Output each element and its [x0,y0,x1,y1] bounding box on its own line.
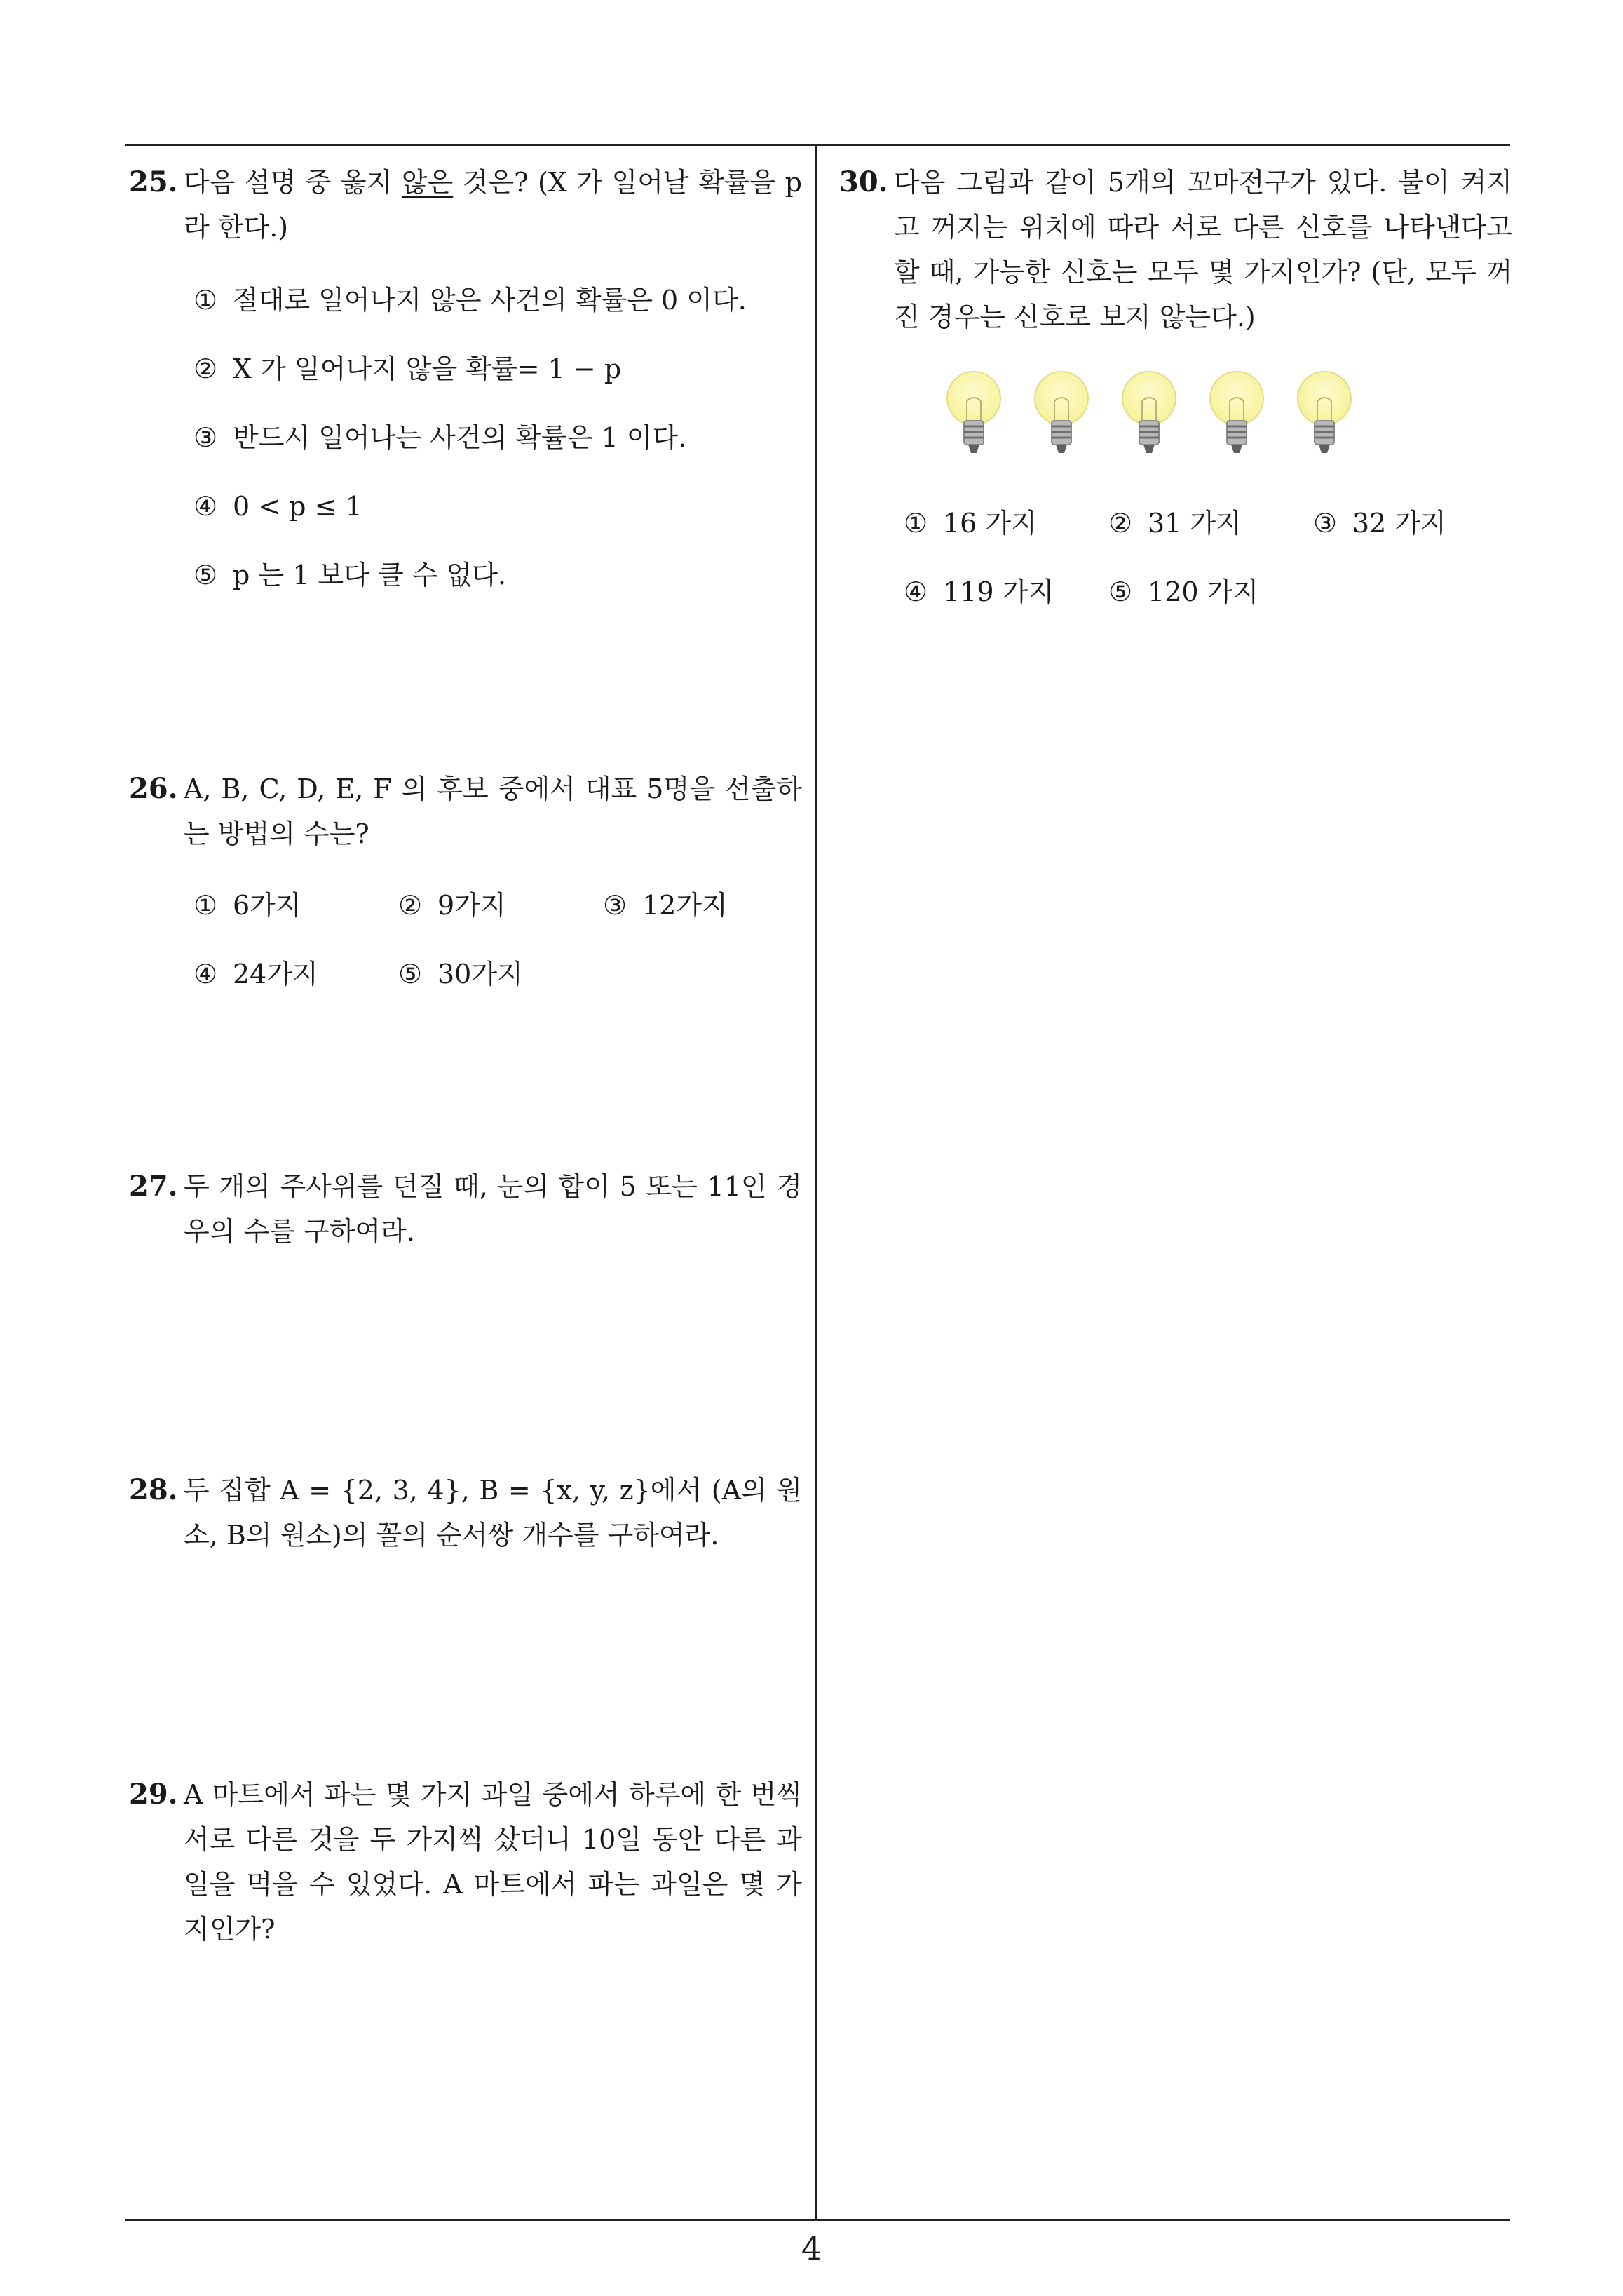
question-text: 다음 그림과 같이 5개의 꼬마전구가 있다. 불이 켜지고 꺼지는 위치에 따라 서로 다른 신호를 나타낸다고 할 때, 가능한 신호는 모두 몇 가지인가? (단, 모두 꺼진 경우는 신호로 보지 않는다.) [894,167,1512,332]
underlined-keyword: 않은 [401,167,454,198]
light-bulb-row [946,370,1512,475]
question-number: 28. [129,1473,178,1506]
choice-2[interactable]: ② 9가지 [398,890,506,921]
light-bulb-icon [1209,370,1265,459]
question-25 [129,160,802,621]
choice-1[interactable]: ① 절대로 일어나지 않은 사건의 확률은 0 이다. [193,285,747,316]
question-number: 25. [129,166,178,198]
answer-choices [904,501,1512,614]
question-number: 30. [839,166,888,198]
question-text: A 마트에서 파는 몇 가지 과일 중에서 하루에 한 번씩 서로 다른 것을 두 가지씩 샀더니 10일 동안 다른 과일을 먹을 수 있었다. A 마트에서 파는 과일은 몇 가지인가? [184,1779,802,1945]
light-bulb-icon [1121,370,1177,459]
choice-4[interactable]: ④ 24가지 [193,959,318,990]
choice-2[interactable]: ② X 가 일어나지 않을 확률= 1 − p [193,353,622,384]
answer-choices [193,883,802,997]
question-text: 두 개의 주사위를 던질 때, 눈의 합이 5 또는 11인 경우의 수를 구하여라. [184,1171,802,1247]
choice-4[interactable]: ④ 0 < p ≤ 1 [193,491,362,522]
question-28 [129,1468,802,1558]
choice-5[interactable]: ⑤ 120 가지 [1108,576,1259,607]
question-27 [129,1164,802,1254]
question-30 [839,160,1512,614]
question-text: 두 집합 A = {2, 3, 4}, B = {x, y, z}에서 (A의 원소, B의 원소)의 꼴의 순서쌍 개수를 구하여라. [184,1475,802,1551]
bottom-rule [125,2219,1510,2221]
light-bulb-icon [1033,370,1089,459]
choice-5[interactable]: ⑤ 30가지 [398,959,523,990]
choice-4[interactable]: ④ 119 가지 [904,576,1054,607]
choice-3[interactable]: ③ 32 가지 [1313,508,1446,539]
choice-1[interactable]: ① 6가지 [193,890,301,921]
question-number: 27. [129,1170,178,1203]
question-29 [129,1772,802,1952]
question-number: 29. [129,1778,178,1811]
question-text: A, B, C, D, E, F 의 후보 중에서 대표 5명을 선출하는 방법의 수는? [184,774,802,849]
choice-3[interactable]: ③ 반드시 일어나는 사건의 확률은 1 이다. [193,422,687,453]
choice-2[interactable]: ② 31 가지 [1108,508,1242,539]
question-text: 다음 설명 중 옳지 않은 것은? (X 가 일어날 확률을 p 라 한다.) [184,167,802,243]
choice-5[interactable]: ⑤ p 는 1 보다 클 수 없다. [193,560,507,590]
top-rule [125,144,1510,146]
page-number: 4 [801,2229,822,2267]
choice-3[interactable]: ③ 12가지 [603,890,728,921]
choice-1[interactable]: ① 16 가지 [904,508,1037,539]
light-bulb-icon [946,370,1002,459]
light-bulb-icon [1296,370,1352,459]
answer-choices [193,278,802,621]
question-number: 26. [129,772,178,805]
column-divider [815,144,817,2221]
question-26 [129,767,802,997]
